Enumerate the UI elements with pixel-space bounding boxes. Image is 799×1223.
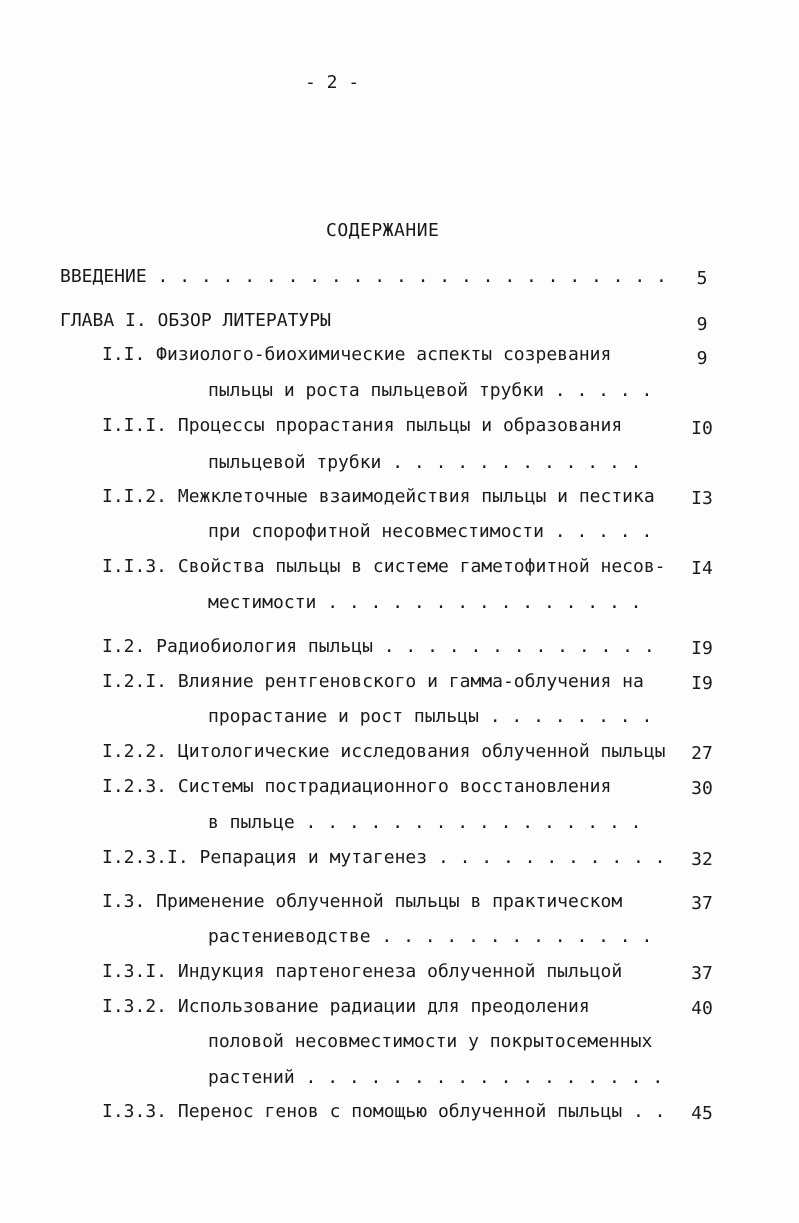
toc-entry-text: I.2.I. Влияние рентгеновского и гамма-облучения на bbox=[102, 671, 644, 692]
toc-entry-text: I.I.3. Свойства пыльцы в системе гаметофитной несов- bbox=[102, 556, 666, 577]
toc-entry-continuation: местимости . . . . . . . . . . . . . . . bbox=[208, 592, 642, 613]
toc-entry-continuation: растениеводстве . . . . . . . . . . . . . bbox=[208, 926, 653, 947]
toc-entry-text: I.I. Физиолого-биохимические аспекты созревания bbox=[102, 344, 612, 365]
toc-entry-text: I.3.2. Использование радиации для преодоления bbox=[102, 996, 590, 1017]
toc-entry-continuation: прорастание и рост пыльцы . . . . . . . . bbox=[208, 706, 653, 727]
toc-entry-page: 45 bbox=[691, 1103, 713, 1124]
toc-entry-continuation: половой несовместимости у покрытосеменных bbox=[208, 1031, 653, 1052]
toc-entry-text: I.3. Применение облученной пыльцы в практическом bbox=[102, 891, 623, 912]
toc-entry-page: 32 bbox=[691, 849, 713, 870]
toc-entry-continuation: растений . . . . . . . . . . . . . . . . . bbox=[208, 1067, 664, 1088]
toc-entry-page: 37 bbox=[691, 963, 713, 984]
toc-entry-text: ГЛАВА I. ОБЗОР ЛИТЕРАТУРЫ bbox=[60, 310, 331, 331]
toc-entry-text: I.2. Радиобиология пыльцы . . . . . . . . . . . . . bbox=[102, 636, 655, 657]
toc-entry-page: 30 bbox=[691, 778, 713, 799]
toc-entry-text: I.I.2. Межклеточные взаимодействия пыльцы и пестика bbox=[102, 486, 655, 507]
toc-entry-page: 37 bbox=[691, 893, 713, 914]
page-number: - 2 - bbox=[305, 72, 360, 93]
toc-entry-continuation: в пыльце . . . . . . . . . . . . . . . . bbox=[208, 812, 642, 833]
toc-entry-continuation: пыльцы и роста пыльцевой трубки . . . . . bbox=[208, 380, 653, 401]
toc-entry-text: I.2.2. Цитологические исследования облученной пыльцы bbox=[102, 741, 666, 762]
toc-entry-text: ВВЕДЕНИЕ . . . . . . . . . . . . . . . . . . . . . . . . bbox=[60, 266, 667, 287]
toc-entry-continuation: при спорофитной несовместимости . . . . . bbox=[208, 521, 653, 542]
toc-entry-text: I.3.I. Индукция партеногенеза облученной пыльцой bbox=[102, 961, 623, 982]
toc-entry-page: I4 bbox=[691, 558, 713, 579]
page-title: СОДЕРЖАНИЕ bbox=[326, 220, 440, 241]
toc-entry-text: I.2.3. Системы пострадиационного восстановления bbox=[102, 776, 612, 797]
toc-entry-page: 9 bbox=[696, 348, 708, 369]
toc-entry-page: 5 bbox=[696, 268, 708, 289]
toc-entry-page: I9 bbox=[691, 673, 713, 694]
toc-entry-text: I.2.3.I. Репарация и мутагенез . . . . . . . . . . . bbox=[102, 847, 666, 868]
toc-entry-text: I.I.I. Процессы прорастания пыльцы и образования bbox=[102, 415, 623, 436]
toc-entry-page: 9 bbox=[696, 314, 708, 335]
toc-entry-page: I0 bbox=[691, 418, 713, 439]
toc-entry-page: 40 bbox=[691, 998, 713, 1019]
toc-entry-page: I9 bbox=[691, 638, 713, 659]
toc-entry-page: 27 bbox=[691, 743, 713, 764]
toc-entry-text: I.3.3. Перенос генов с помощью облученной пыльцы . . bbox=[102, 1101, 666, 1122]
toc-entry-continuation: пыльцевой трубки . . . . . . . . . . . . bbox=[208, 452, 642, 473]
toc-entry-page: I3 bbox=[691, 488, 713, 509]
